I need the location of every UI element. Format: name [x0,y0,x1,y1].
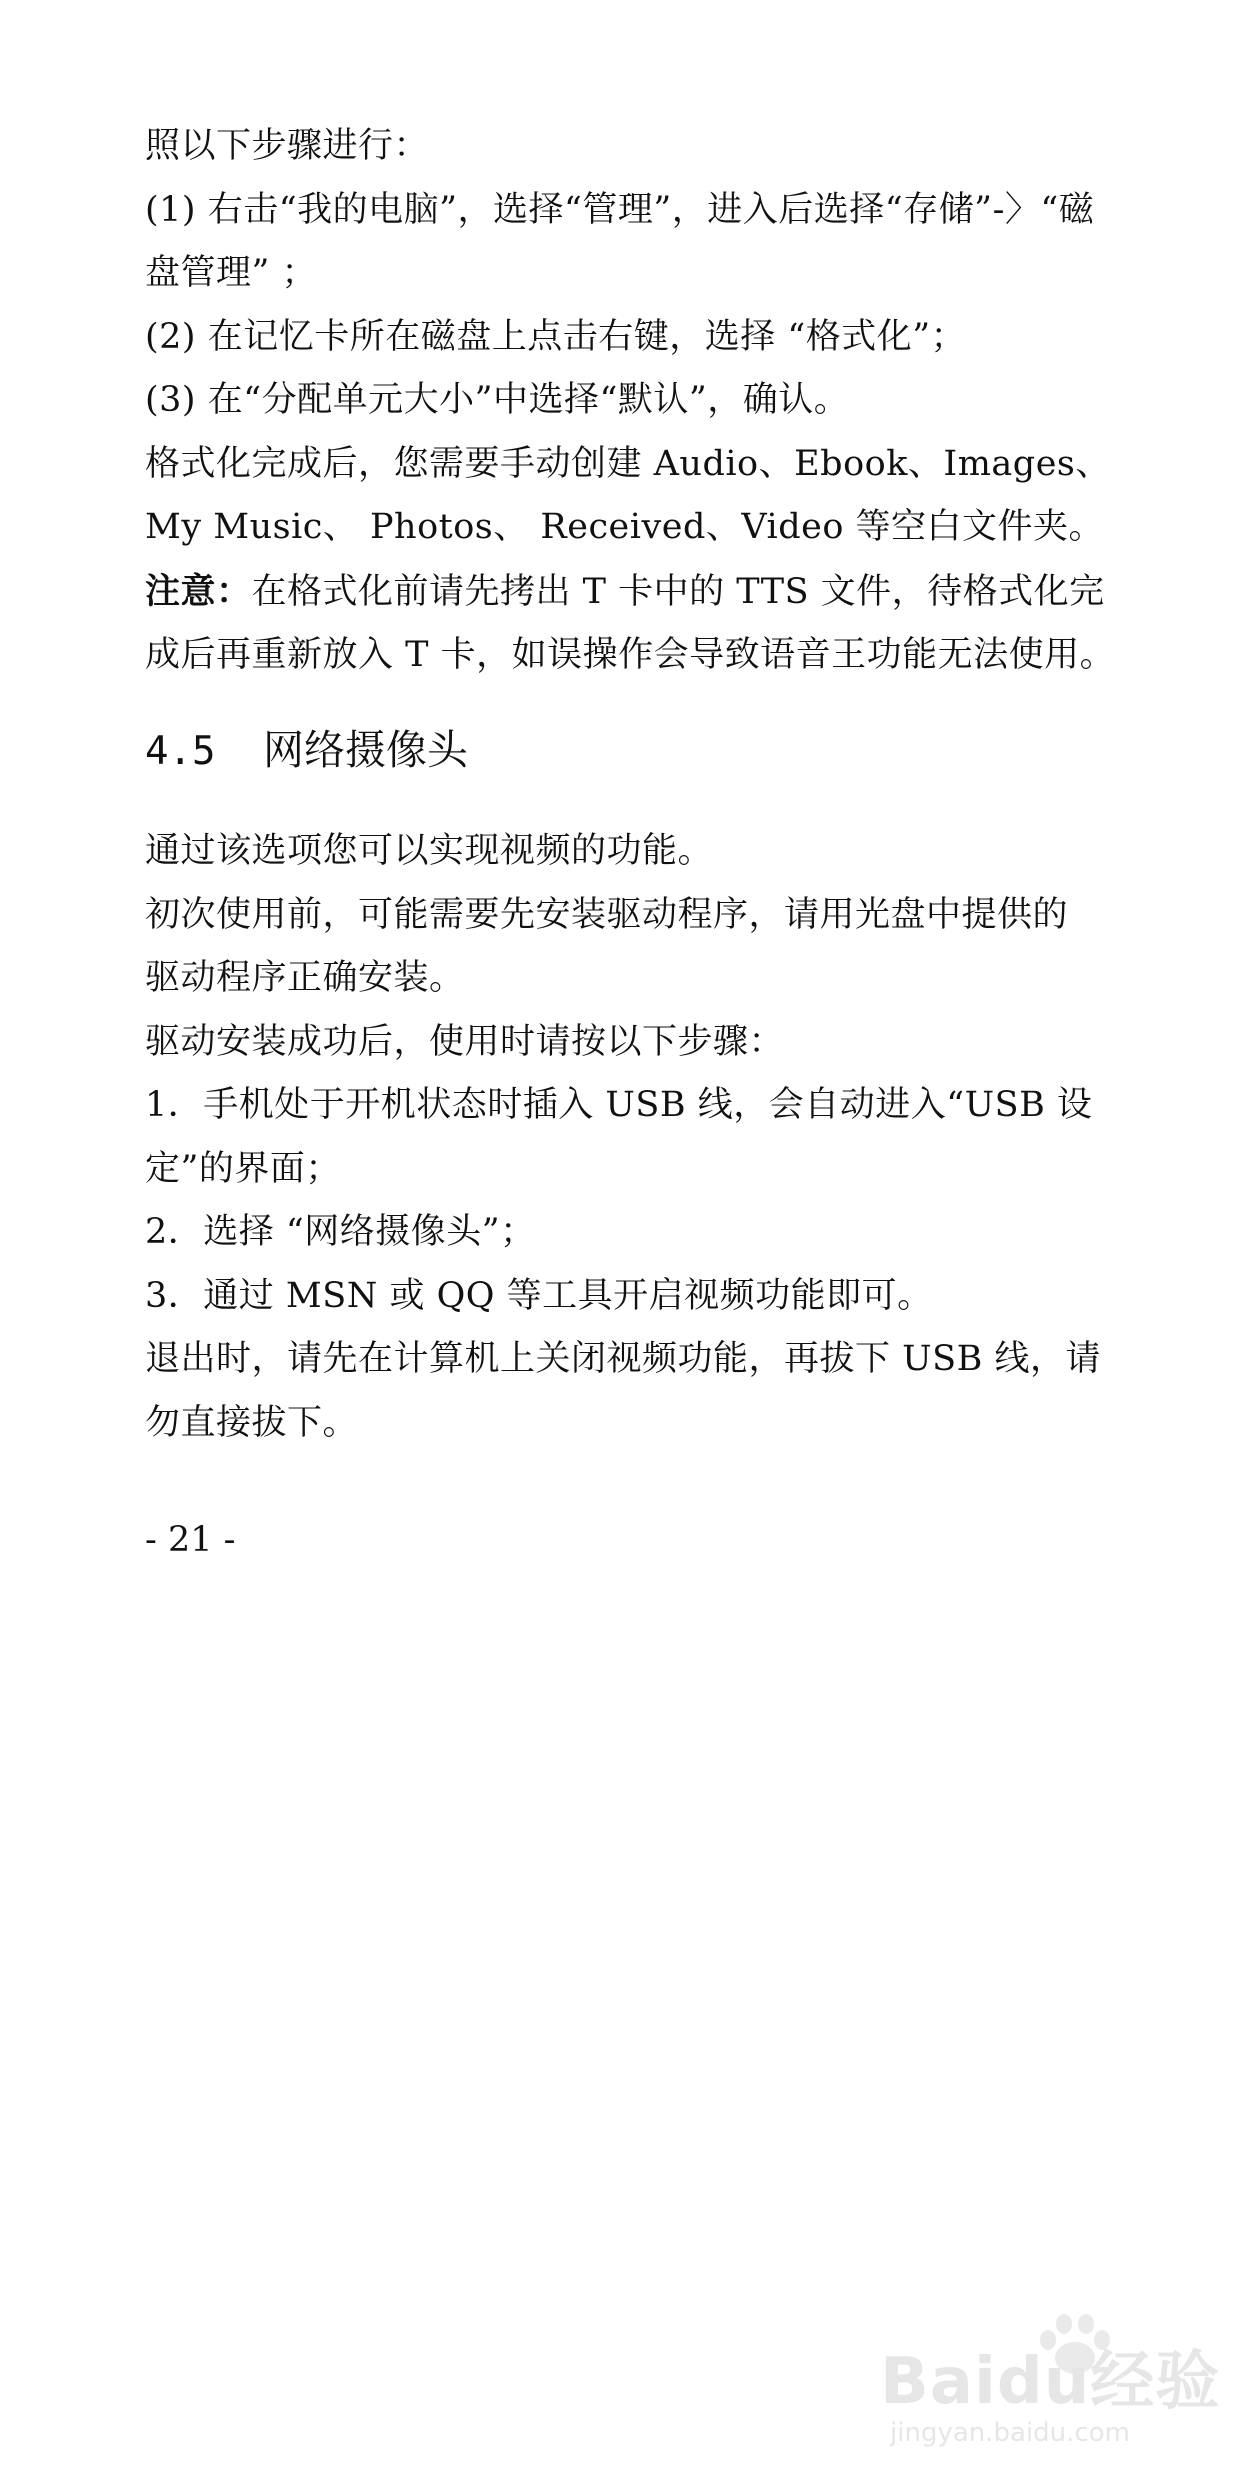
note-line-continued: 成后再重新放入 T 卡，如误操作会导致语音王功能无法使用。 [145,635,1116,675]
watermark-text: Baidu经验 [880,2345,1221,2419]
text-line: 初次使用前，可能需要先安装驱动程序，请用光盘中提供的 [145,894,1069,935]
section-title: 网络摄像头 [263,726,468,774]
text-line: 3．通过 MSN 或 QQ 等工具开启视频功能即可。 [145,1275,933,1316]
section-body [145,820,1105,1455]
text-line: 驱动安装成功后，使用时请按以下步骤： [145,1021,785,1062]
text-line: (1) 右击“我的电脑”，选择“管理”，进入后选择“存储”-〉“磁 [145,189,1095,230]
note-text: 在格式化前请先拷出 T 卡中的 TTS 文件，待格式化完 [251,571,1105,612]
text-line: 照以下步骤进行： [145,126,430,166]
text-line: My Music、 Photos、 Received、Video 等空白文件夹。 [145,507,1105,547]
baidu-jingyan-watermark [880,2310,1220,2460]
text-line: 退出时，请先在计算机上关闭视频功能，再拔下 USB 线，请 [145,1339,1101,1379]
text-line: 通过该选项您可以实现视频的功能。 [145,831,714,871]
note-line [145,560,1105,625]
text-line: 格式化完成后，您需要手动创建 Audio、Ebook、Images、 [145,443,1111,484]
intro-text-block [145,115,1116,688]
section-heading [145,720,468,782]
note-label: 注意： [145,570,252,612]
text-line: 盘管理” ； [145,253,318,293]
text-line: 2．选择 “网络摄像头”； [145,1212,536,1252]
text-line: 定”的界面； [145,1148,341,1189]
page-number: - 21 - [145,1520,236,1560]
watermark-url: jingyan.baidu.com [890,2418,1130,2448]
text-line: 勿直接拔下。 [145,1402,359,1443]
text-line: 1．手机处于开机状态时插入 USB 线，会自动进入“USB 设 [145,1085,1093,1125]
text-line: (3) 在“分配单元大小”中选择“默认”，确认。 [145,380,850,420]
section-number: 4.5 [145,729,216,774]
text-line: (2) 在记忆卡所在磁盘上点击右键，选择 “格式化”； [145,316,967,357]
text-line: 驱动程序正确安装。 [145,958,465,998]
